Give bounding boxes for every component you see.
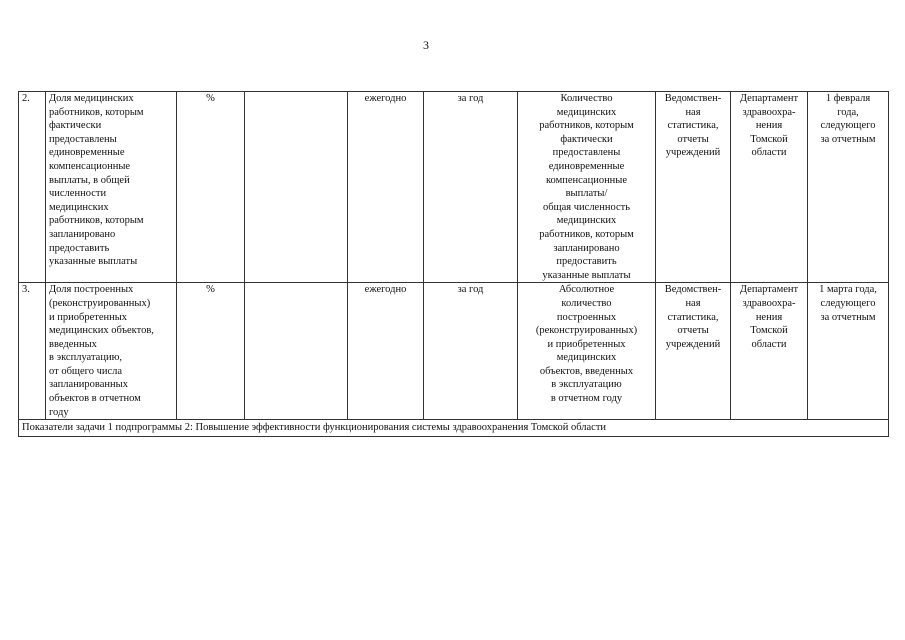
- indicator-cell: [46, 92, 177, 283]
- unit: %: [206, 93, 215, 104]
- period: за год: [457, 284, 484, 296]
- row-number: 3.: [22, 284, 30, 296]
- row-number-cell: [19, 283, 46, 420]
- periodicity: ежегодно: [364, 284, 407, 296]
- unit: %: [206, 284, 215, 296]
- deadline: 1 февраля года, следующего за отчетным: [820, 93, 876, 145]
- unit-cell: [177, 92, 245, 283]
- section-row: [19, 420, 889, 437]
- responsible: Департамент здравоохра- нения Томской области: [739, 284, 799, 350]
- table-row: [19, 92, 889, 283]
- source-cell: [656, 92, 731, 283]
- section-title-cell: [19, 420, 889, 437]
- row-number-cell: [19, 92, 46, 283]
- indicator-name: Доля медицинских работников, которым фактически предоставлены единовременные компенсационные выплаты, в общей численности медицинских работников, которым запланировано предоставить указанные выплаты: [49, 93, 144, 268]
- indicator-cell: [46, 283, 177, 420]
- method-cell: [518, 92, 656, 283]
- deadline-cell: [808, 283, 889, 420]
- period-cell: [424, 283, 518, 420]
- data-source: Ведомствен- ная статистика, отчеты учреждений: [664, 93, 722, 159]
- data-source: Ведомствен- ная статистика, отчеты учреждений: [664, 284, 722, 350]
- calculation-method: Количество медицинских работников, которым фактически предоставлены единовременные компенсационные выплаты/ общая численность медицинских работников, которым запланировано предоставить указанные выплаты: [539, 93, 634, 281]
- deadline: 1 марта года, следующего за отчетным: [819, 284, 877, 323]
- periodicity: ежегодно: [364, 93, 407, 104]
- section-title: Показатели задачи 1 подпрограммы 2: Повышение эффективности функционирования системы здравоохранения Томской области: [22, 422, 607, 434]
- calculation-method: Абсолютное количество построенных (реконструированных) и приобретенных медицинских объектов, введенных в эксплуатацию в отчетном году: [535, 284, 638, 405]
- empty-cell: [245, 92, 348, 283]
- row-number: 2.: [22, 93, 30, 104]
- period-cell: [424, 92, 518, 283]
- indicators-table: [18, 91, 889, 437]
- periodicity-cell: [348, 92, 424, 283]
- page-number: 3: [423, 38, 429, 52]
- periodicity-cell: [348, 283, 424, 420]
- unit-cell: [177, 283, 245, 420]
- method-cell: [518, 283, 656, 420]
- source-cell: [656, 283, 731, 420]
- empty-cell: [245, 283, 348, 420]
- period: за год: [457, 93, 484, 104]
- indicator-name: Доля построенных (реконструированных) и приобретенных медицинских объектов, введенных в эксплуатацию, от общего числа запланированных объектов в отчетном году: [49, 284, 154, 418]
- responsible: Департамент здравоохра- нения Томской области: [739, 93, 799, 159]
- responsible-cell: [731, 92, 808, 283]
- table-row: [19, 283, 889, 420]
- responsible-cell: [731, 283, 808, 420]
- deadline-cell: [808, 92, 889, 283]
